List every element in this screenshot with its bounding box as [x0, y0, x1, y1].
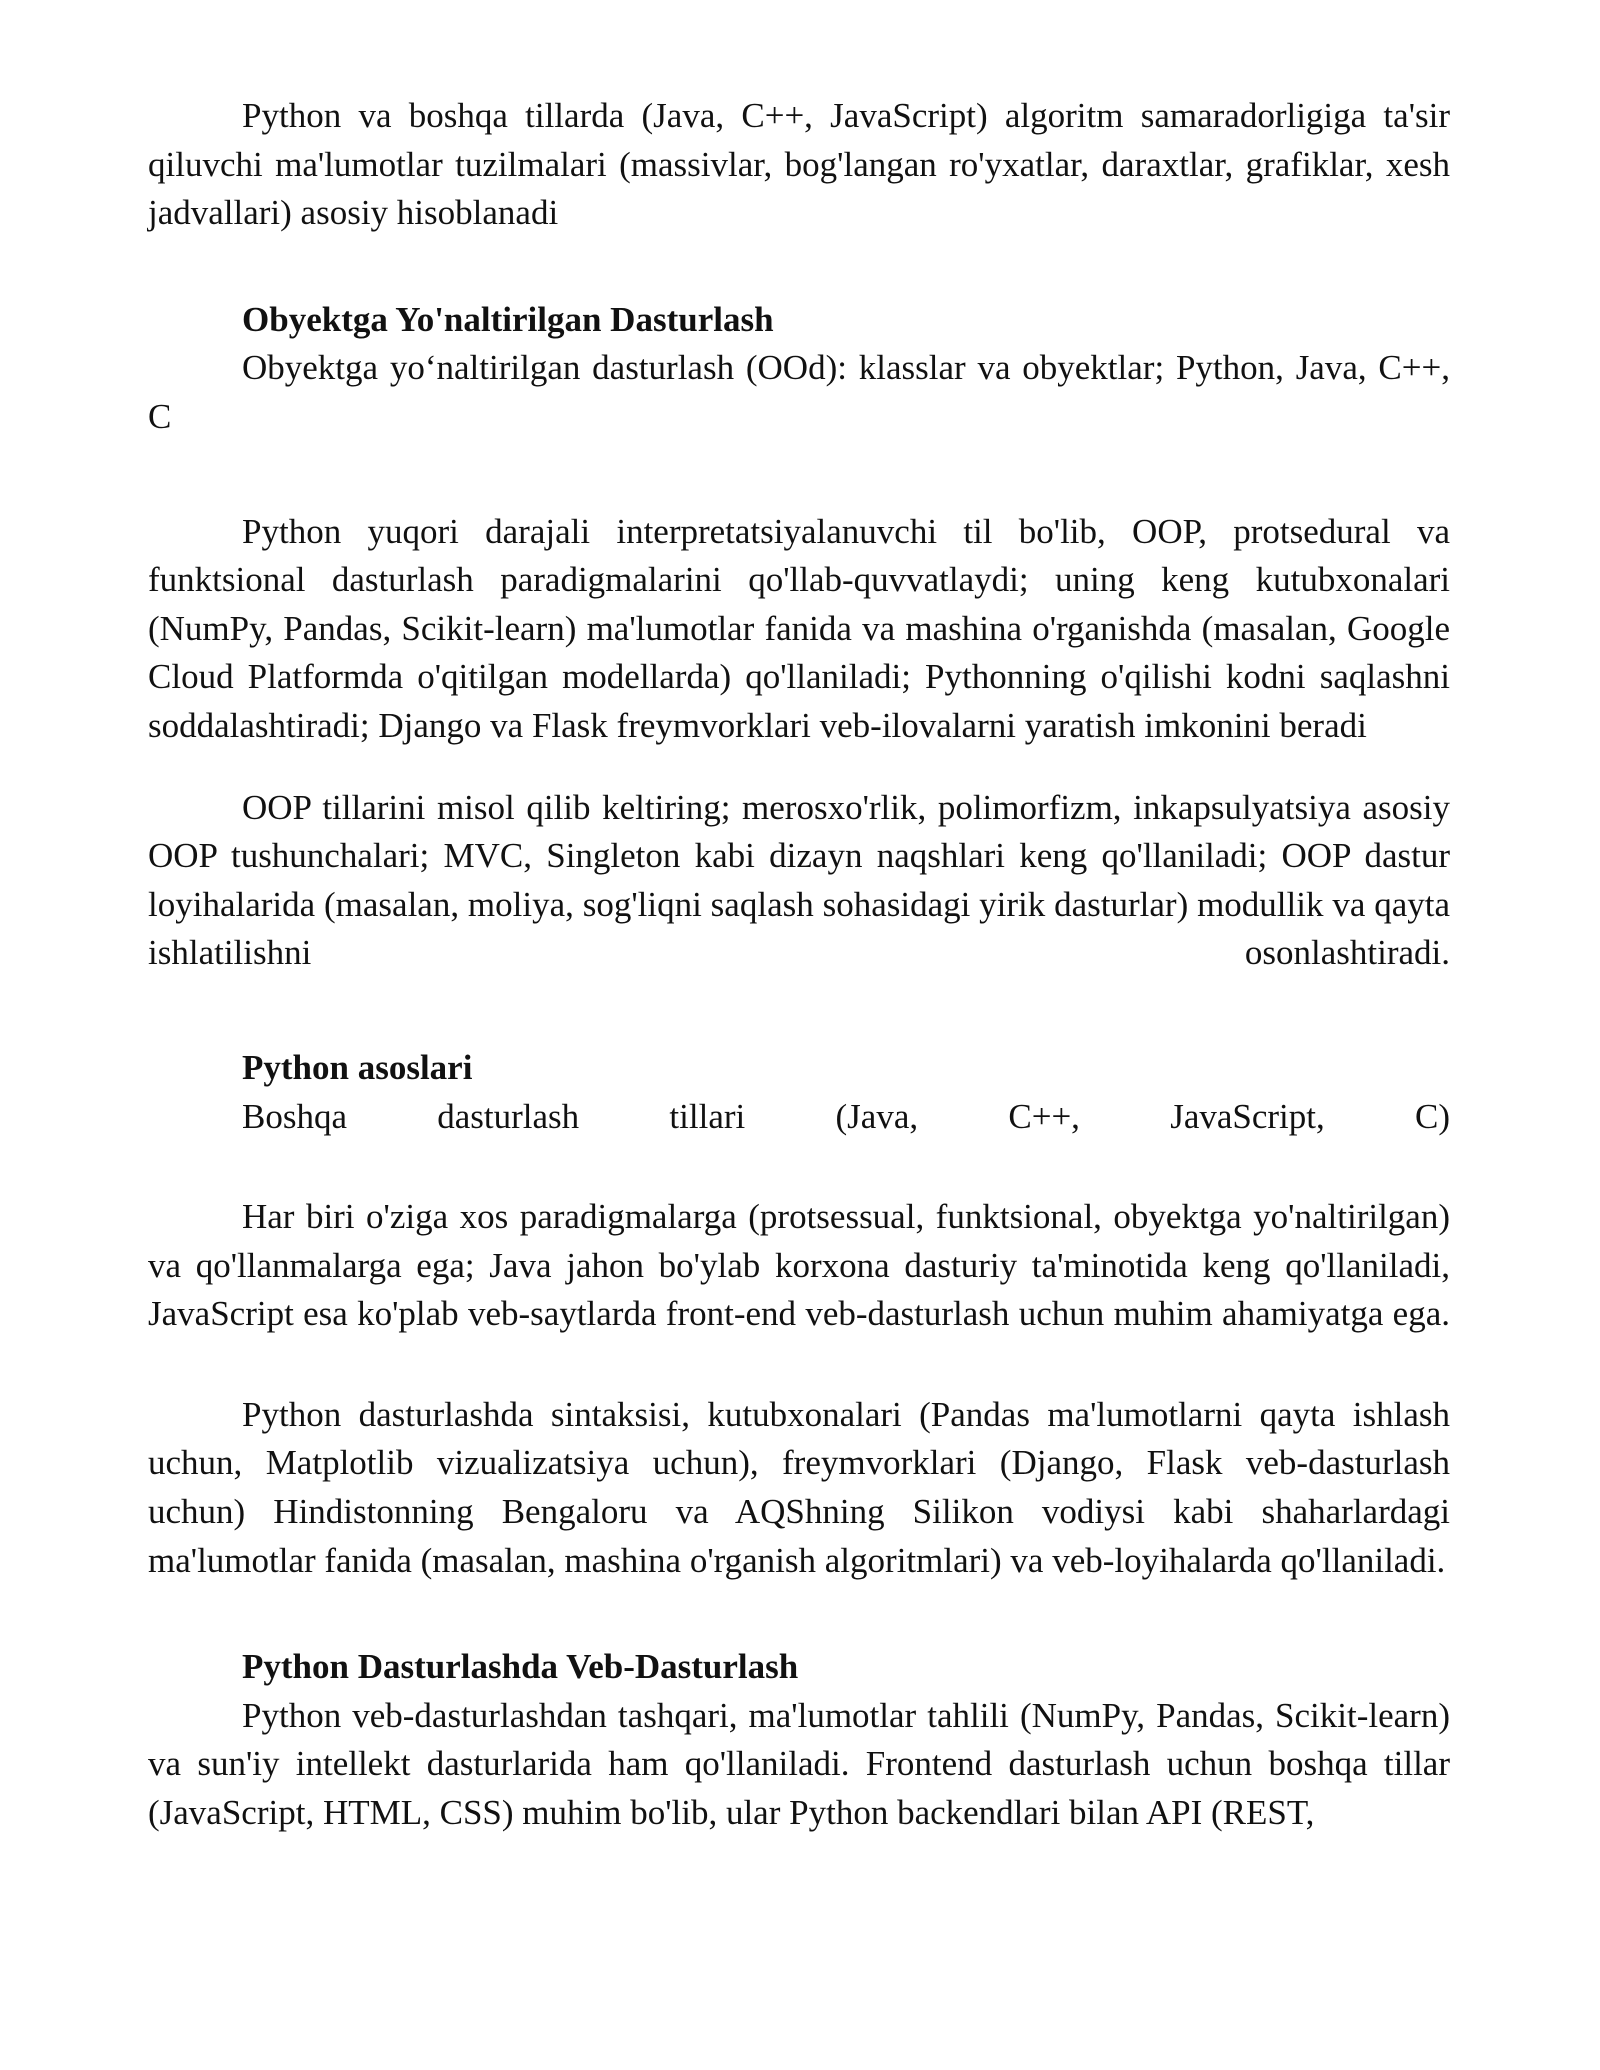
heading-web-development: Python Dasturlashda Veb-Dasturlash	[242, 1647, 799, 1687]
spacer	[148, 238, 1450, 296]
paragraph-python-libraries: Python dasturlashda sintaksisi, kutubxonalari (Pandas ma'lumotlarni qayta ishlash uchun, Matplotlib vizualizatsiya uchun), freymvorklari (Django, Flask veb-dasturlash uchun) Hindistonning Bengaloru va AQShning Silikon vodiysi kabi shaharlardagi ma'lumotlar fanida (masalan, mashina o'rganish algoritmlari) va veb-loyihalarda qo'llaniladi.	[148, 1394, 1450, 1580]
heading-python-basics: Python asoslari	[242, 1047, 473, 1087]
paragraph-data-structures: Python va boshqa tillarda (Java, C++, JavaScript) algoritm samaradorligiga ta'sir qiluvchi ma'lumotlar tuzilmalari (massivlar, bog'langan ro'yxatlar, daraxtlar, grafiklar, xesh jadvallari) asosiy hisoblanadi	[148, 96, 1450, 233]
spacer	[148, 1585, 1450, 1643]
paragraph-oop-intro: Obyektga yo‘naltirilgan dasturlash (OOd): klasslar va obyektlar; Python, Java, C++, C	[148, 348, 1450, 436]
heading-oop: Obyektga Yo'naltirilgan Dasturlash	[242, 299, 774, 339]
paragraph-oop-languages: OOP tillarini misol qilib keltiring; merosxo'rlik, polimorfizm, inkapsulyatsiya asosiy OOP tushunchalari; MVC, Singleton kabi dizayn naqshlari keng qo'llaniladi; OOP dastur loyihalarida (masalan, moliya, sog'liqni saqlash sohasidagi yirik dasturlar) modullik va qayta ishlatilishni osonlashtiradi.	[148, 787, 1450, 973]
paragraph-python-overview: Python yuqori darajali interpretatsiyalanuvchi til bo'lib, OOP, protsedural va funktsional dasturlash paradigmalarini qo'llab-quvvatlaydi; uning keng kutubxonalari (NumPy, Pandas, Scikit-learn) ma'lumotlar fanida va mashina o'rganishda (masalan, Google Cloud Platformda o'qitilgan modellarda) qo'llaniladi; Pythonning o'qilishi kodni saqlashni soddalashtiradi; Django va Flask freymvorklari veb-ilovalarni yaratish imkonini beradi	[148, 511, 1450, 745]
spacer	[148, 442, 1450, 508]
document-page	[148, 92, 1450, 1838]
spacer	[148, 1339, 1450, 1391]
paragraph-web-development: Python veb-dasturlashdan tashqari, ma'lumotlar tahlili (NumPy, Pandas, Scikit-learn) va sun'iy intellekt dasturlarida ham qo'llaniladi. Frontend dasturlash uchun boshqa tillar (JavaScript, HTML, CSS) muhim bo'lib, ular Python backendlari bilan API (REST,	[148, 1695, 1450, 1833]
spacer	[148, 751, 1450, 784]
spacer	[148, 1141, 1450, 1193]
spacer	[148, 978, 1450, 1044]
paragraph-other-languages: Boshqa dasturlash tillari (Java, C++, JavaScript, C)	[242, 1096, 1450, 1136]
paragraph-paradigms: Har biri o'ziga xos paradigmalarga (protsessual, funktsional, obyektga yo'naltirilgan) va qo'llanmalarga ega; Java jahon bo'ylab korxona dasturiy ta'minotida keng qo'llaniladi, JavaScript esa ko'plab veb-saytlarda front-end veb-dasturlash uchun muhim ahamiyatga ega.	[148, 1197, 1450, 1334]
